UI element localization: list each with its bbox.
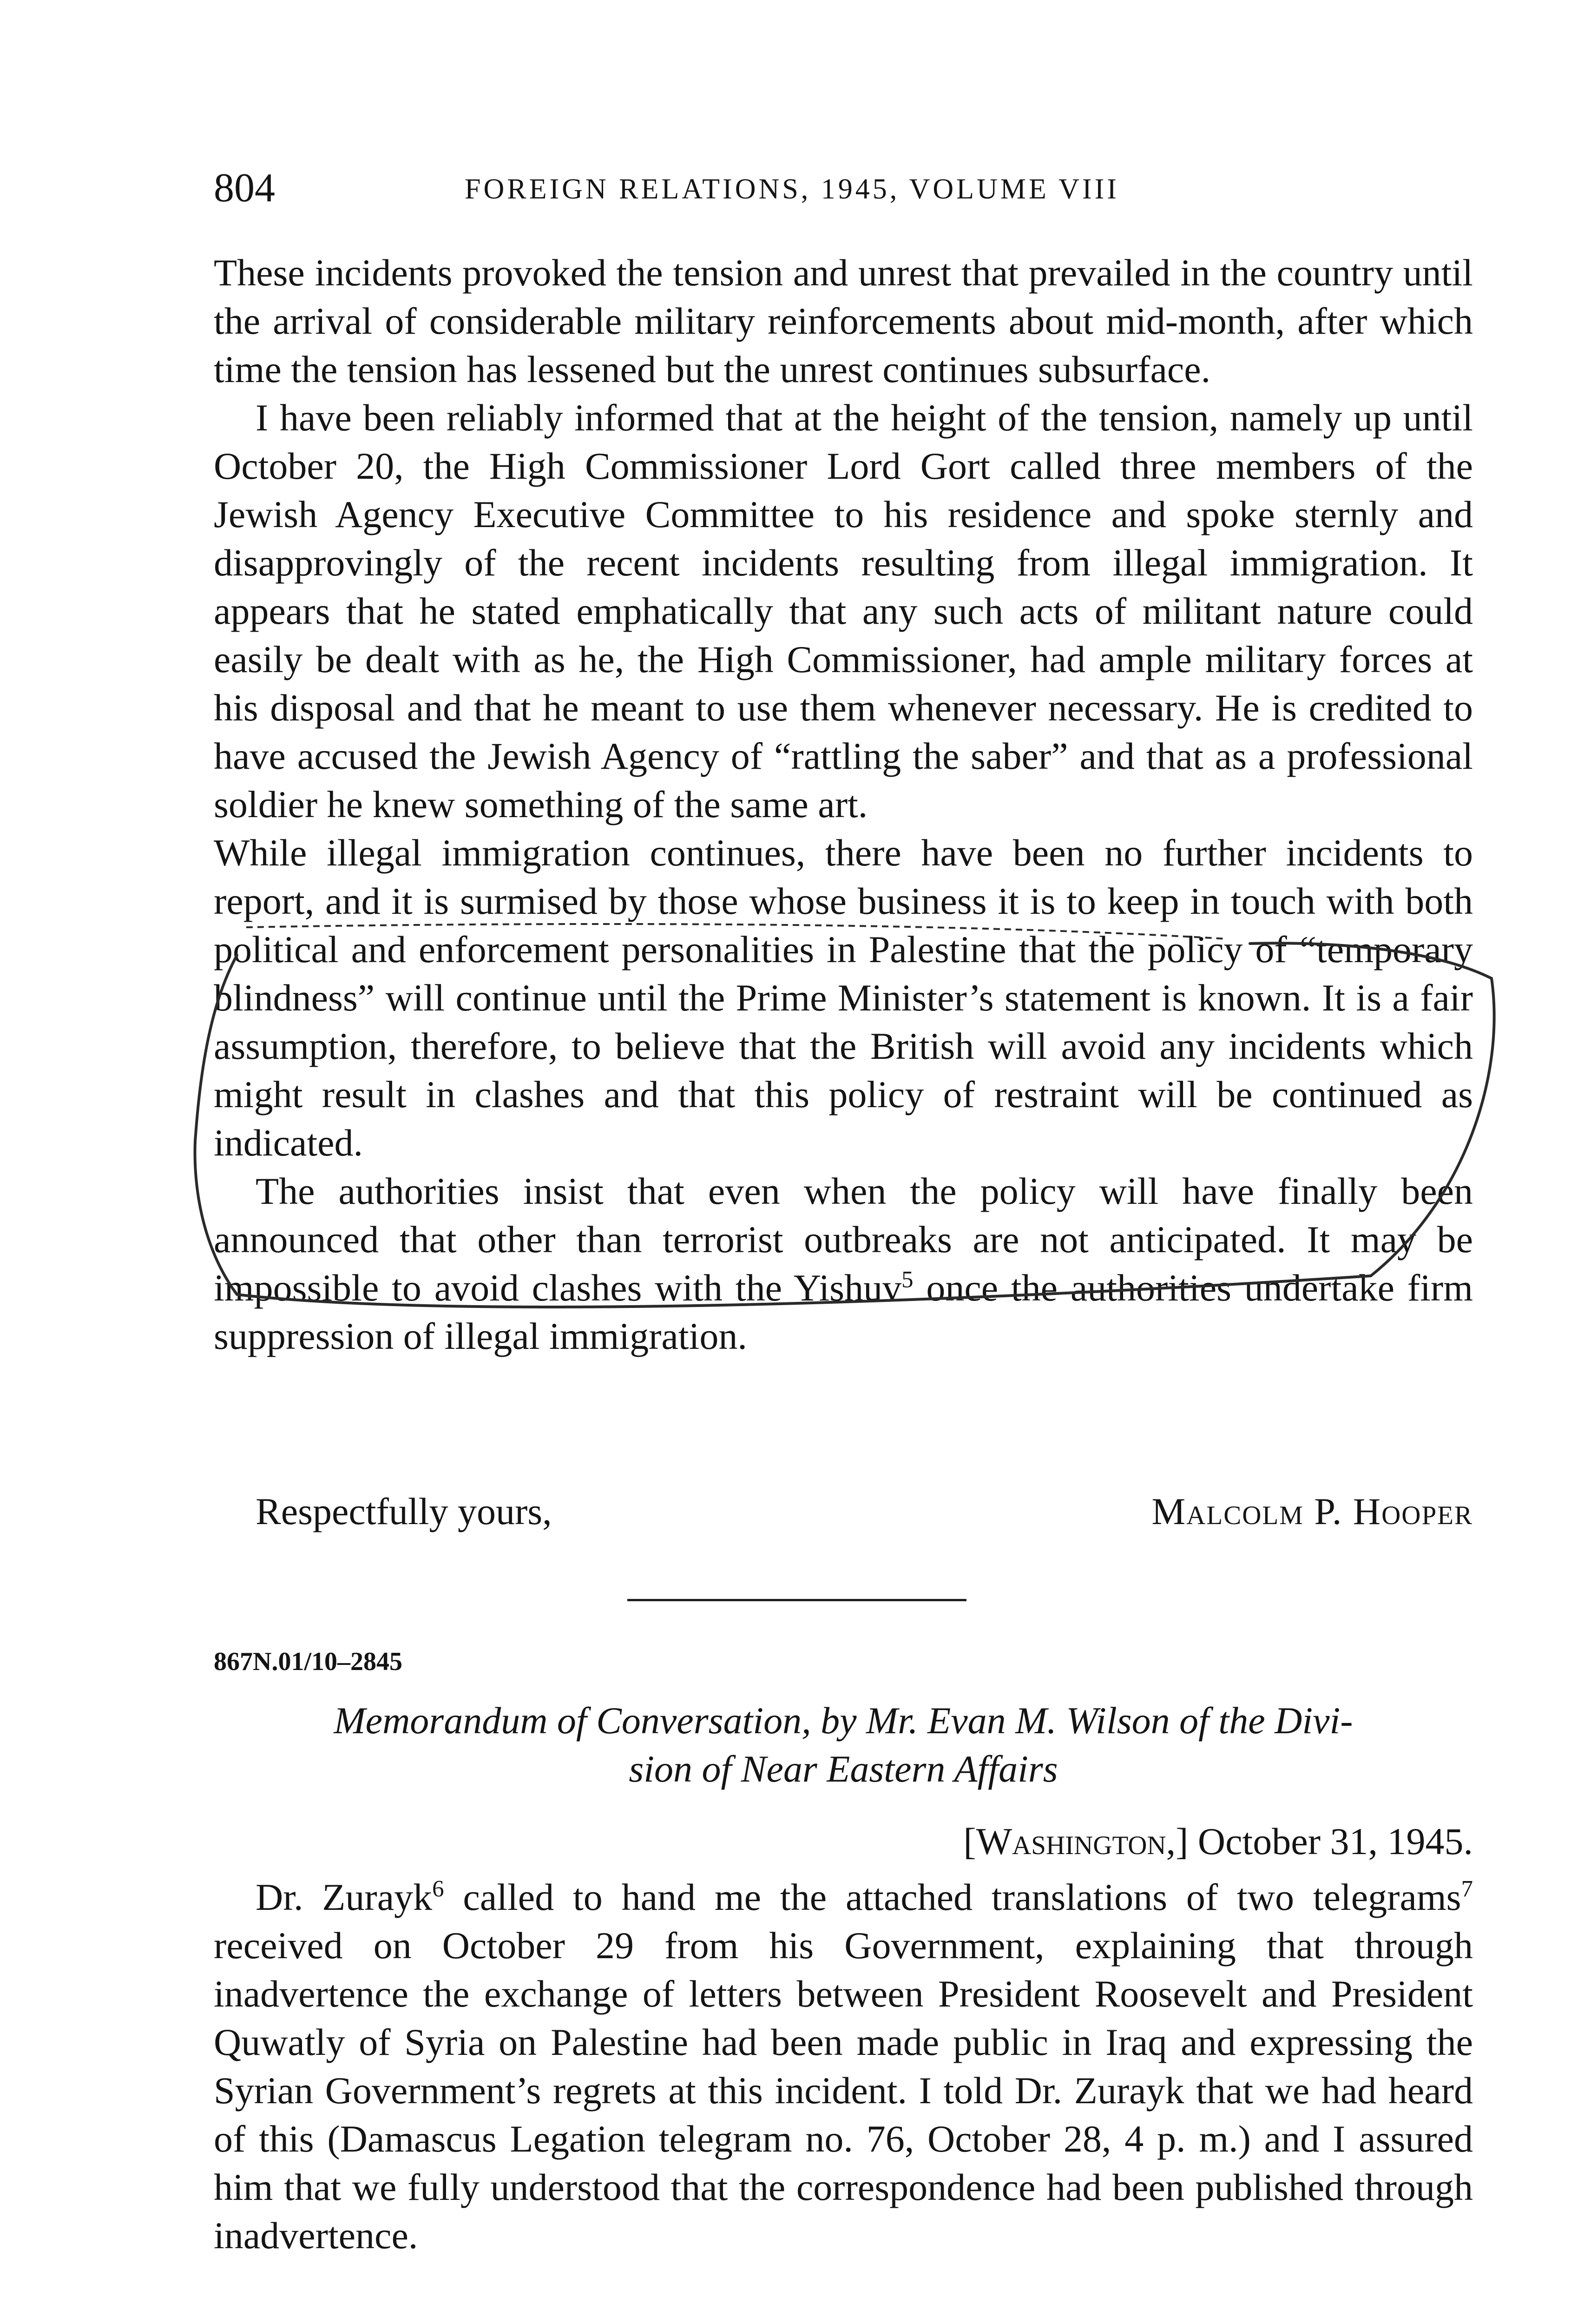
dateline-place: Washington, bbox=[976, 1820, 1176, 1862]
signature: Malcolm P. Hooper bbox=[1151, 1490, 1473, 1532]
section-divider bbox=[627, 1599, 966, 1601]
dateline bbox=[963, 1817, 1473, 1866]
paragraph-2: I have been reliably informed that at the height of the tension, namely up until October 20, the High Commissioner Lord Gort called three members of the Jewish Agency Executive Committee to his residence and spoke sternly and disapprovingly of the recent incidents resulting from illegal immigration. It appears that he stated emphatically that any such acts of militant nature could easily be dealt with as he, the High Commissioner, had ample military forces at his disposal and that he meant to use them whenever necessary. He is credited to have accused the Jewish Agency of “rattling the saber” and that as a professional soldier he knew something of the same art. bbox=[214, 396, 1473, 825]
memo-text-b: called to hand me the attached translations of two telegrams bbox=[463, 1876, 1461, 1918]
footnote-ref-5: 5 bbox=[901, 1266, 914, 1293]
closing: Respectfully yours, bbox=[256, 1490, 552, 1532]
memo-text-c: received on October 29 from his Government, explaining that through inadvertence the exchange of letters between President Roosevelt and President Quwatly of Syria on Palestine had been made public in Iraq and expressing the Syrian Government’s regrets at this incident. I told Dr. Zurayk that we had heard of this (Damascus Legation telegram no. 76, October 28, 4 p. m.) and I assured him that we fully understood that the correspondence had been published through inadvertence. bbox=[214, 1924, 1473, 2257]
paragraph-4-text-b: once the authorities undertake firm suppression of illegal immigration. bbox=[214, 1267, 1473, 1357]
memo-title bbox=[214, 1697, 1473, 1793]
memo-body bbox=[214, 1873, 1473, 2260]
page-header bbox=[214, 165, 1473, 216]
body-text bbox=[214, 249, 1473, 1360]
dateline-open: [ bbox=[963, 1820, 976, 1862]
footnote-ref-6: 6 bbox=[432, 1875, 444, 1902]
paragraph-3-bracketed: While illegal immigration continues, there have been no further incidents to report, and it is surmised by those whose business it is to keep in touch with both political and enforcement personalities in Palestine that the policy of “temporary blindness” will continue until the Prime Minister’s statement is known. It is a fair assumption, therefore, to believe that the British will avoid any incidents which might result in clashes and that this policy of restraint will be continued as indicated. bbox=[214, 832, 1473, 1164]
paragraph-4 bbox=[214, 1167, 1473, 1360]
page-number: 804 bbox=[214, 165, 275, 211]
dateline-date: ] October 31, 1945. bbox=[1176, 1820, 1473, 1862]
memo-title-line-1: Memorandum of Conversation, by Mr. Evan M. Wilson of the Divi- bbox=[334, 1699, 1353, 1742]
paragraph-4-text-a: The authorities insist that even when the policy will have finally been announced that other than terrorist outbreaks are not anticipated. It may be impossible to avoid clashes with the Yishuv bbox=[214, 1170, 1473, 1309]
memo-paragraph bbox=[214, 1873, 1473, 2260]
running-head: FOREIGN RELATIONS, 1945, VOLUME VIII bbox=[465, 173, 1119, 205]
paragraph-1: These incidents provoked the tension and unrest that prevailed in the country until the arrival of considerable military reinforcements about mid-month, after which time the tension has lessened but the unrest continues subsurface. bbox=[214, 251, 1473, 390]
file-reference: 867N.01/10–2845 bbox=[214, 1647, 402, 1676]
footnote-ref-7: 7 bbox=[1461, 1875, 1473, 1902]
memo-title-line-2: sion of Near Eastern Affairs bbox=[629, 1748, 1058, 1790]
signoff bbox=[256, 1487, 1473, 1538]
memo-text-a: Dr. Zurayk bbox=[256, 1876, 433, 1918]
